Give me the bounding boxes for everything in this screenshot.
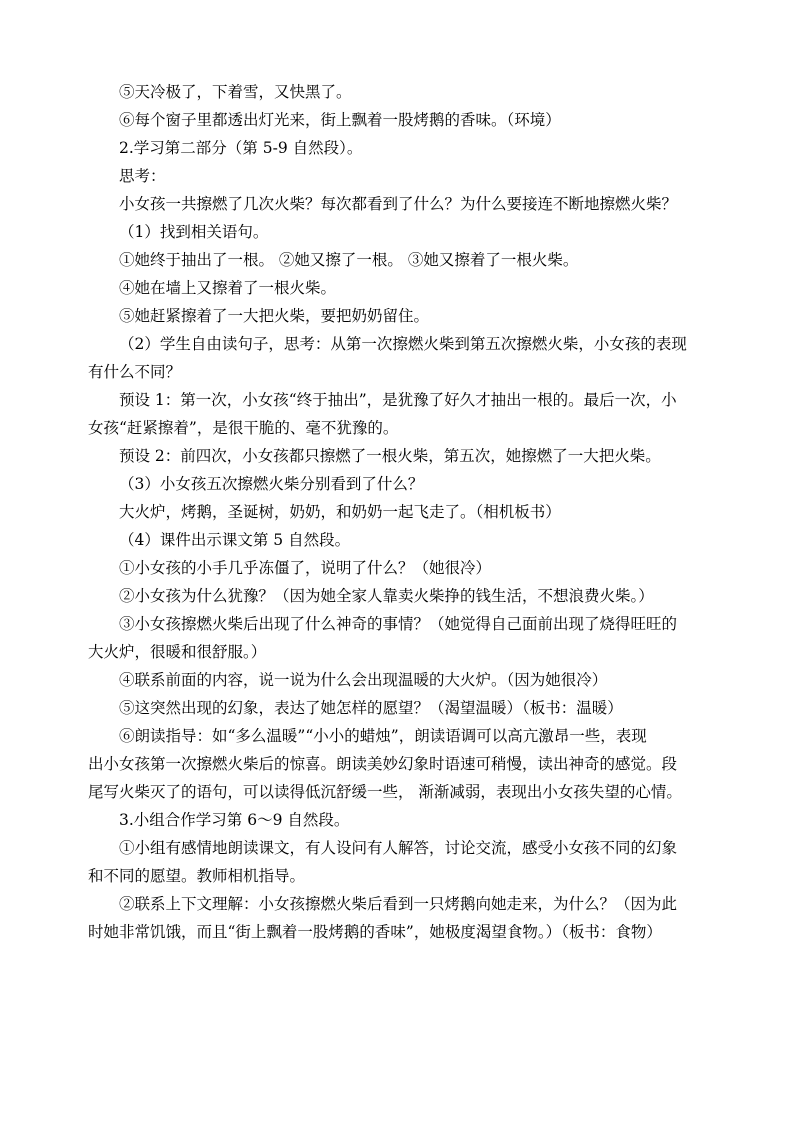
document-body (88, 78, 708, 946)
text-line: ⑤她赶紧擦着了一大把火柴，要把奶奶留住。 (119, 307, 430, 325)
text-line: ⑤天冷极了，下着雪，又快黑了。 (119, 83, 352, 101)
text-line: （2）学生自由读句子，思考：从第一次擦燃火柴到第五次擦燃火柴，小女孩的表现 (119, 335, 687, 353)
text-line: 小女孩一共擦燃了几次火柴？每次都看到了什么？为什么要接连不断地擦燃火柴？ (119, 195, 678, 213)
text-line: 女孩“赶紧擦着”，是很干脆的、毫不犹豫的。 (88, 419, 399, 437)
text-line: ①小女孩的小手几乎冻僵了，说明了什么？（她很冷） (119, 559, 492, 577)
text-line: 时她非常饥饿，而且“街上飘着一股烤鹅的香味”，她极度渴望食物。）（板书：食物） (88, 923, 662, 941)
text-line: 和不同的愿望。教师相机指导。 (88, 867, 306, 885)
text-line: ⑤这突然出现的幻象，表达了她怎样的愿望？（渴望温暖）（板书：温暖） (119, 699, 623, 717)
text-line: 出小女孩第一次擦燃火柴后的惊喜。朗读美妙幻象时语速可稍慢，读出神奇的感觉。段 (88, 755, 678, 773)
text-line: 思考： (119, 167, 166, 185)
text-line: ④联系前面的内容，说一说为什么会出现温暖的大火炉。（因为她很冷） (119, 671, 608, 689)
text-line: （3）小女孩五次擦燃火柴分别看到了什么？ (119, 475, 424, 493)
text-line: ③小女孩擦燃火柴后出现了什么神奇的事情？（她觉得自己面前出现了烧得旺旺的 (119, 615, 678, 633)
text-line: 大火炉，烤鹅，圣诞树，奶奶，和奶奶一起飞走了。（相机板书） (119, 503, 561, 521)
text-line: ①她终于抽出了一根。 ②她又擦了一根。 ③她又擦着了一根火柴。 (119, 251, 579, 269)
section-heading: 2.学习第二部分（第 5-9 自然段）。 (119, 139, 363, 157)
text-line: 大火炉，很暖和很舒服。） (88, 643, 267, 661)
text-line: 预设 1：第一次，小女孩“终于抽出”，是犹豫了好久才抽出一根的。最后一次，小 (119, 391, 677, 409)
text-line: ⑥朗读指导：如“多么温暖”“小小的蜡烛”，朗读语调可以高亢激昂一些，表现 (119, 727, 647, 745)
text-line: 有什么不同？ (88, 363, 182, 381)
text-line: （4）课件出示课文第 5 自然段。 (119, 531, 351, 549)
text-line: ④她在墙上又擦着了一根火柴。 (119, 279, 337, 297)
text-line: （1）找到相关语句。 (119, 223, 269, 241)
text-line: ②小女孩为什么犹豫？（因为她全家人靠卖火柴挣的钱生活，不想浪费火柴。） (119, 587, 654, 605)
text-line: ①小组有感情地朗读课文，有人设问有人解答，讨论交流，感受小女孩不同的幻象 (119, 839, 678, 857)
section-heading: 3.小组合作学习第 6～9 自然段。 (119, 811, 350, 829)
text-line: 预设 2：前四次，小女孩都只擦燃了一根火柴，第五次，她擦燃了一大把火柴。 (119, 447, 661, 465)
text-line: 尾写火柴灭了的语句，可以读得低沉舒缓一些， 渐渐减弱，表现出小女孩失望的心情。 (88, 783, 682, 801)
text-line: ②联系上下文理解：小女孩擦燃火柴后看到一只烤鹅向她走来，为什么？（因为此 (119, 895, 678, 913)
text-line: ⑥每个窗子里都透出灯光来，街上飘着一股烤鹅的香味。（环境） (119, 111, 561, 129)
